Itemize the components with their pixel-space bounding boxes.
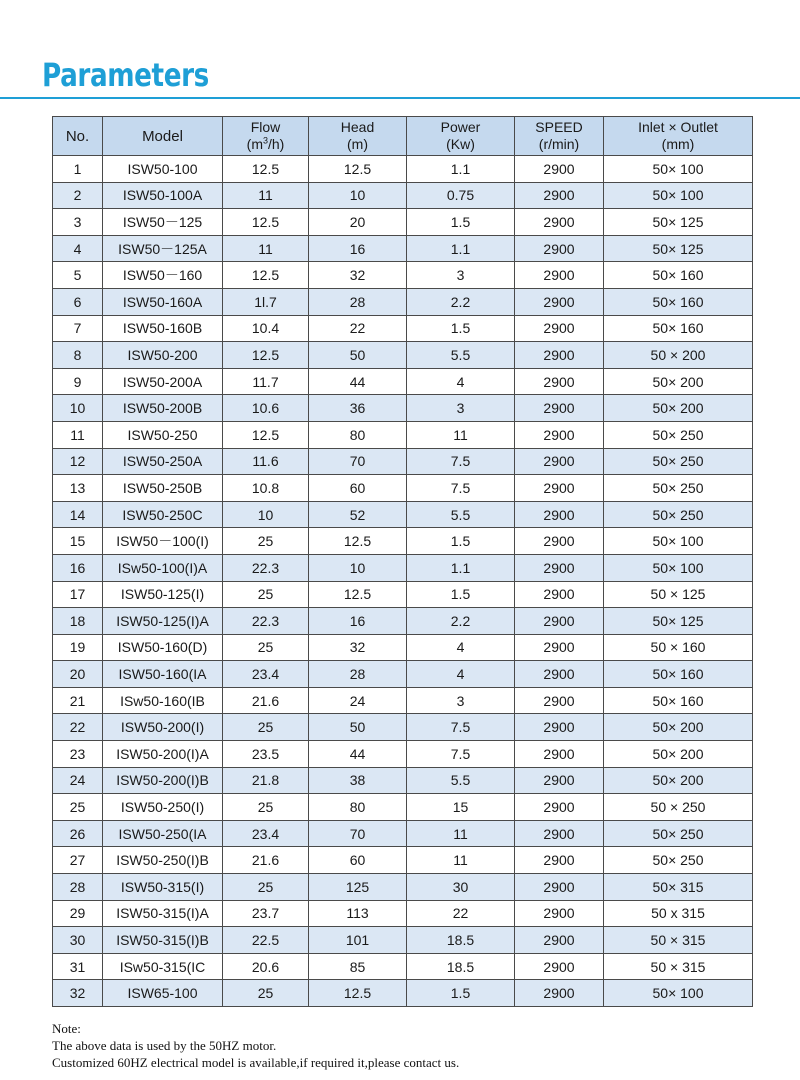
table-row xyxy=(53,687,753,714)
cell-no: 29 xyxy=(53,900,103,927)
cell-flow: 11 xyxy=(223,235,309,262)
cell-model: ISW50-200B xyxy=(103,395,223,422)
cell-speed: 2900 xyxy=(515,315,604,342)
cell-head: 60 xyxy=(309,475,407,502)
cell-flow: 23.7 xyxy=(223,900,309,927)
cell-power: 4 xyxy=(407,634,515,661)
cell-head: 12.5 xyxy=(309,581,407,608)
cell-speed: 2900 xyxy=(515,741,604,768)
cell-speed: 2900 xyxy=(515,156,604,183)
cell-model: ISW50－100(I) xyxy=(103,528,223,555)
cell-no: 8 xyxy=(53,342,103,369)
cell-inlet-outlet: 50× 200 xyxy=(604,767,753,794)
cell-inlet-outlet: 50× 250 xyxy=(604,448,753,475)
cell-power: 1.1 xyxy=(407,235,515,262)
cell-no: 10 xyxy=(53,395,103,422)
cell-power: 11 xyxy=(407,847,515,874)
cell-no: 19 xyxy=(53,634,103,661)
cell-speed: 2900 xyxy=(515,634,604,661)
cell-no: 16 xyxy=(53,554,103,581)
cell-speed: 2900 xyxy=(515,475,604,502)
table-row xyxy=(53,448,753,475)
cell-inlet-outlet: 50 × 315 xyxy=(604,927,753,954)
cell-flow: 20.6 xyxy=(223,953,309,980)
cell-model: ISW50-200(I) xyxy=(103,714,223,741)
cell-flow: 10.8 xyxy=(223,475,309,502)
cell-flow: 12.5 xyxy=(223,421,309,448)
table-row xyxy=(53,475,753,502)
table-row xyxy=(53,235,753,262)
cell-no: 22 xyxy=(53,714,103,741)
cell-flow: 25 xyxy=(223,634,309,661)
cell-inlet-outlet: 50× 200 xyxy=(604,741,753,768)
cell-head: 12.5 xyxy=(309,156,407,183)
cell-model: ISW50-315(I)B xyxy=(103,927,223,954)
cell-head: 80 xyxy=(309,794,407,821)
cell-speed: 2900 xyxy=(515,927,604,954)
table-row xyxy=(53,714,753,741)
cell-flow: 25 xyxy=(223,980,309,1007)
cell-no: 2 xyxy=(53,182,103,209)
cell-speed: 2900 xyxy=(515,900,604,927)
header-flow-unit-sup: 3 xyxy=(262,135,268,146)
cell-model: ISW50-250C xyxy=(103,501,223,528)
cell-head: 101 xyxy=(309,927,407,954)
cell-no: 31 xyxy=(53,953,103,980)
cell-speed: 2900 xyxy=(515,874,604,901)
cell-flow: 10.6 xyxy=(223,395,309,422)
cell-power: 7.5 xyxy=(407,741,515,768)
cell-inlet-outlet: 50 × 125 xyxy=(604,581,753,608)
cell-inlet-outlet: 50× 160 xyxy=(604,288,753,315)
table-row xyxy=(53,368,753,395)
cell-power: 15 xyxy=(407,794,515,821)
cell-inlet-outlet: 50 × 250 xyxy=(604,794,753,821)
note-line-60hz: Customized 60HZ electrical model is available,if required it,please contact us. xyxy=(52,1055,460,1070)
table-row xyxy=(53,342,753,369)
cell-flow: 12.5 xyxy=(223,262,309,289)
cell-model: ISW50-200(I)B xyxy=(103,767,223,794)
cell-speed: 2900 xyxy=(515,953,604,980)
cell-power: 4 xyxy=(407,661,515,688)
cell-inlet-outlet: 50× 125 xyxy=(604,608,753,635)
cell-speed: 2900 xyxy=(515,501,604,528)
cell-inlet-outlet: 50× 100 xyxy=(604,182,753,209)
cell-model: ISW50-160A xyxy=(103,288,223,315)
cell-model: ISW50-160(IA xyxy=(103,661,223,688)
table-row xyxy=(53,421,753,448)
table-row xyxy=(53,741,753,768)
cell-speed: 2900 xyxy=(515,794,604,821)
cell-no: 5 xyxy=(53,262,103,289)
cell-speed: 2900 xyxy=(515,714,604,741)
cell-inlet-outlet: 50× 160 xyxy=(604,687,753,714)
cell-inlet-outlet: 50× 160 xyxy=(604,262,753,289)
cell-head: 70 xyxy=(309,448,407,475)
cell-no: 32 xyxy=(53,980,103,1007)
cell-head: 32 xyxy=(309,634,407,661)
cell-inlet-outlet: 50 × 160 xyxy=(604,634,753,661)
cell-model: ISW50-250(I)B xyxy=(103,847,223,874)
cell-model: ISW50-160B xyxy=(103,315,223,342)
cell-flow: 25 xyxy=(223,794,309,821)
header-head-label: Head xyxy=(340,119,375,135)
cell-speed: 2900 xyxy=(515,608,604,635)
cell-power: 11 xyxy=(407,820,515,847)
cell-speed: 2900 xyxy=(515,209,604,236)
table-row xyxy=(53,953,753,980)
cell-power: 1.1 xyxy=(407,554,515,581)
cell-model: ISW50-200A xyxy=(103,368,223,395)
cell-model: ISW50-100 xyxy=(103,156,223,183)
cell-model: ISW50-200 xyxy=(103,342,223,369)
header-inlet-outlet-unit: (mm) xyxy=(661,136,695,152)
cell-inlet-outlet: 50× 200 xyxy=(604,368,753,395)
cell-head: 10 xyxy=(309,182,407,209)
table-row xyxy=(53,927,753,954)
cell-power: 7.5 xyxy=(407,475,515,502)
header-no: No. xyxy=(53,117,103,156)
cell-no: 15 xyxy=(53,528,103,555)
cell-speed: 2900 xyxy=(515,182,604,209)
cell-no: 26 xyxy=(53,820,103,847)
cell-head: 28 xyxy=(309,661,407,688)
cell-no: 28 xyxy=(53,874,103,901)
cell-no: 20 xyxy=(53,661,103,688)
cell-power: 1.1 xyxy=(407,156,515,183)
cell-head: 125 xyxy=(309,874,407,901)
cell-power: 2.2 xyxy=(407,288,515,315)
cell-model: ISw50-100(I)A xyxy=(103,554,223,581)
cell-flow: 11 xyxy=(223,182,309,209)
cell-inlet-outlet: 50× 125 xyxy=(604,235,753,262)
cell-power: 2.2 xyxy=(407,608,515,635)
cell-model: ISw50-315(IC xyxy=(103,953,223,980)
cell-power: 11 xyxy=(407,421,515,448)
cell-flow: 10.4 xyxy=(223,315,309,342)
table-row xyxy=(53,288,753,315)
header-flow-unit-post: /h) xyxy=(268,136,285,152)
cell-power: 30 xyxy=(407,874,515,901)
cell-model: ISW50-250(IA xyxy=(103,820,223,847)
cell-head: 44 xyxy=(309,741,407,768)
cell-flow: 21.6 xyxy=(223,847,309,874)
header-flow xyxy=(223,117,309,156)
cell-model: ISW50-250 xyxy=(103,421,223,448)
cell-power: 5.5 xyxy=(407,342,515,369)
cell-flow: 22.3 xyxy=(223,554,309,581)
cell-model: ISW50-315(I)A xyxy=(103,900,223,927)
cell-no: 9 xyxy=(53,368,103,395)
header-speed xyxy=(515,117,604,156)
header-head-unit: (m) xyxy=(347,136,368,152)
cell-speed: 2900 xyxy=(515,847,604,874)
cell-speed: 2900 xyxy=(515,448,604,475)
cell-speed: 2900 xyxy=(515,342,604,369)
cell-no: 4 xyxy=(53,235,103,262)
table-row xyxy=(53,847,753,874)
cell-power: 7.5 xyxy=(407,448,515,475)
table-header-row xyxy=(53,117,753,156)
cell-flow: 1l.7 xyxy=(223,288,309,315)
table-row xyxy=(53,900,753,927)
cell-power: 4 xyxy=(407,368,515,395)
cell-flow: 23.4 xyxy=(223,661,309,688)
cell-flow: 11.6 xyxy=(223,448,309,475)
cell-no: 12 xyxy=(53,448,103,475)
cell-speed: 2900 xyxy=(515,368,604,395)
table-row xyxy=(53,395,753,422)
cell-power: 18.5 xyxy=(407,927,515,954)
cell-inlet-outlet: 50 × 315 xyxy=(604,953,753,980)
cell-no: 1 xyxy=(53,156,103,183)
cell-flow: 25 xyxy=(223,714,309,741)
cell-no: 27 xyxy=(53,847,103,874)
table-row xyxy=(53,767,753,794)
cell-power: 1.5 xyxy=(407,209,515,236)
cell-flow: 25 xyxy=(223,874,309,901)
header-power-unit: (Kw) xyxy=(446,136,475,152)
cell-power: 22 xyxy=(407,900,515,927)
cell-model: ISW50-315(I) xyxy=(103,874,223,901)
parameters-table xyxy=(52,116,753,1007)
cell-model: ISw50-160(IB xyxy=(103,687,223,714)
cell-speed: 2900 xyxy=(515,395,604,422)
cell-inlet-outlet: 50× 200 xyxy=(604,395,753,422)
cell-head: 113 xyxy=(309,900,407,927)
cell-power: 5.5 xyxy=(407,767,515,794)
cell-flow: 25 xyxy=(223,581,309,608)
cell-speed: 2900 xyxy=(515,554,604,581)
cell-inlet-outlet: 50× 100 xyxy=(604,980,753,1007)
cell-head: 16 xyxy=(309,235,407,262)
cell-head: 36 xyxy=(309,395,407,422)
cell-model: ISW50-100A xyxy=(103,182,223,209)
note-line-50hz: The above data is used by the 50HZ motor. xyxy=(52,1038,277,1053)
cell-flow: 21.6 xyxy=(223,687,309,714)
cell-speed: 2900 xyxy=(515,661,604,688)
cell-inlet-outlet: 50× 315 xyxy=(604,874,753,901)
table-row xyxy=(53,608,753,635)
cell-no: 7 xyxy=(53,315,103,342)
cell-inlet-outlet: 50× 100 xyxy=(604,528,753,555)
table-row xyxy=(53,820,753,847)
cell-inlet-outlet: 50× 200 xyxy=(604,714,753,741)
cell-model: ISW50-200(I)A xyxy=(103,741,223,768)
cell-no: 14 xyxy=(53,501,103,528)
cell-speed: 2900 xyxy=(515,980,604,1007)
cell-model: ISW50-250A xyxy=(103,448,223,475)
table-row xyxy=(53,501,753,528)
header-power-label: Power xyxy=(440,119,481,135)
table-row xyxy=(53,554,753,581)
table-row xyxy=(53,581,753,608)
cell-no: 21 xyxy=(53,687,103,714)
cell-flow: 23.4 xyxy=(223,820,309,847)
cell-no: 24 xyxy=(53,767,103,794)
cell-no: 25 xyxy=(53,794,103,821)
note-heading: Note: xyxy=(52,1021,81,1036)
cell-model: ISW65-100 xyxy=(103,980,223,1007)
cell-power: 1.5 xyxy=(407,581,515,608)
cell-speed: 2900 xyxy=(515,528,604,555)
cell-flow: 21.8 xyxy=(223,767,309,794)
cell-head: 20 xyxy=(309,209,407,236)
cell-model: ISW50－160 xyxy=(103,262,223,289)
cell-head: 38 xyxy=(309,767,407,794)
cell-inlet-outlet: 50× 160 xyxy=(604,315,753,342)
cell-inlet-outlet: 50× 250 xyxy=(604,421,753,448)
cell-no: 3 xyxy=(53,209,103,236)
cell-speed: 2900 xyxy=(515,235,604,262)
cell-speed: 2900 xyxy=(515,820,604,847)
cell-model: ISW50-125(I) xyxy=(103,581,223,608)
header-head xyxy=(309,117,407,156)
table-row xyxy=(53,661,753,688)
cell-flow: 22.3 xyxy=(223,608,309,635)
cell-head: 52 xyxy=(309,501,407,528)
table-row xyxy=(53,874,753,901)
cell-power: 3 xyxy=(407,687,515,714)
header-power xyxy=(407,117,515,156)
cell-speed: 2900 xyxy=(515,687,604,714)
cell-speed: 2900 xyxy=(515,767,604,794)
notes-block xyxy=(52,1020,459,1071)
table-row xyxy=(53,980,753,1007)
cell-speed: 2900 xyxy=(515,581,604,608)
cell-inlet-outlet: 50× 250 xyxy=(604,820,753,847)
cell-inlet-outlet: 50× 100 xyxy=(604,554,753,581)
header-speed-unit: (r/min) xyxy=(538,136,580,152)
cell-head: 60 xyxy=(309,847,407,874)
table-row xyxy=(53,794,753,821)
cell-speed: 2900 xyxy=(515,288,604,315)
cell-no: 6 xyxy=(53,288,103,315)
cell-no: 11 xyxy=(53,421,103,448)
table-row xyxy=(53,528,753,555)
cell-inlet-outlet: 50× 100 xyxy=(604,156,753,183)
cell-inlet-outlet: 50× 250 xyxy=(604,847,753,874)
cell-head: 50 xyxy=(309,342,407,369)
cell-head: 70 xyxy=(309,820,407,847)
header-flow-unit-pre: (m xyxy=(246,136,263,152)
table-row xyxy=(53,634,753,661)
cell-speed: 2900 xyxy=(515,421,604,448)
cell-power: 1.5 xyxy=(407,528,515,555)
table-row xyxy=(53,209,753,236)
cell-power: 5.5 xyxy=(407,501,515,528)
table-body xyxy=(53,156,753,1007)
header-inlet-outlet-label: Inlet × Outlet xyxy=(638,119,718,135)
cell-power: 1.5 xyxy=(407,315,515,342)
cell-model: ISW50-125(I)A xyxy=(103,608,223,635)
header-speed-label: SPEED xyxy=(535,119,583,135)
cell-model: ISW50-250B xyxy=(103,475,223,502)
table-row xyxy=(53,262,753,289)
cell-head: 50 xyxy=(309,714,407,741)
cell-no: 13 xyxy=(53,475,103,502)
cell-head: 32 xyxy=(309,262,407,289)
table-row xyxy=(53,182,753,209)
cell-flow: 12.5 xyxy=(223,342,309,369)
cell-flow: 23.5 xyxy=(223,741,309,768)
page-title: Parameters xyxy=(42,56,209,94)
cell-model: ISW50－125A xyxy=(103,235,223,262)
cell-model: ISW50-250(I) xyxy=(103,794,223,821)
cell-power: 0.75 xyxy=(407,182,515,209)
cell-head: 16 xyxy=(309,608,407,635)
cell-no: 30 xyxy=(53,927,103,954)
cell-power: 18.5 xyxy=(407,953,515,980)
cell-head: 22 xyxy=(309,315,407,342)
cell-flow: 11.7 xyxy=(223,368,309,395)
cell-no: 18 xyxy=(53,608,103,635)
cell-inlet-outlet: 50 × 200 xyxy=(604,342,753,369)
cell-inlet-outlet: 50× 160 xyxy=(604,661,753,688)
cell-model: ISW50－125 xyxy=(103,209,223,236)
cell-head: 80 xyxy=(309,421,407,448)
cell-head: 44 xyxy=(309,368,407,395)
cell-inlet-outlet: 50 x 315 xyxy=(604,900,753,927)
cell-power: 3 xyxy=(407,395,515,422)
table-row xyxy=(53,156,753,183)
cell-power: 7.5 xyxy=(407,714,515,741)
table-row xyxy=(53,315,753,342)
cell-head: 28 xyxy=(309,288,407,315)
cell-no: 17 xyxy=(53,581,103,608)
cell-flow: 12.5 xyxy=(223,156,309,183)
cell-inlet-outlet: 50× 125 xyxy=(604,209,753,236)
cell-no: 23 xyxy=(53,741,103,768)
cell-head: 12.5 xyxy=(309,980,407,1007)
cell-power: 3 xyxy=(407,262,515,289)
title-underline xyxy=(0,97,800,99)
cell-head: 85 xyxy=(309,953,407,980)
cell-speed: 2900 xyxy=(515,262,604,289)
header-inlet-outlet xyxy=(604,117,753,156)
header-model: Model xyxy=(103,117,223,156)
cell-inlet-outlet: 50× 250 xyxy=(604,475,753,502)
cell-flow: 10 xyxy=(223,501,309,528)
cell-inlet-outlet: 50× 250 xyxy=(604,501,753,528)
cell-flow: 22.5 xyxy=(223,927,309,954)
cell-flow: 25 xyxy=(223,528,309,555)
header-flow-label: Flow xyxy=(250,119,281,135)
cell-head: 12.5 xyxy=(309,528,407,555)
cell-head: 24 xyxy=(309,687,407,714)
cell-flow: 12.5 xyxy=(223,209,309,236)
cell-head: 10 xyxy=(309,554,407,581)
cell-model: ISW50-160(D) xyxy=(103,634,223,661)
cell-power: 1.5 xyxy=(407,980,515,1007)
